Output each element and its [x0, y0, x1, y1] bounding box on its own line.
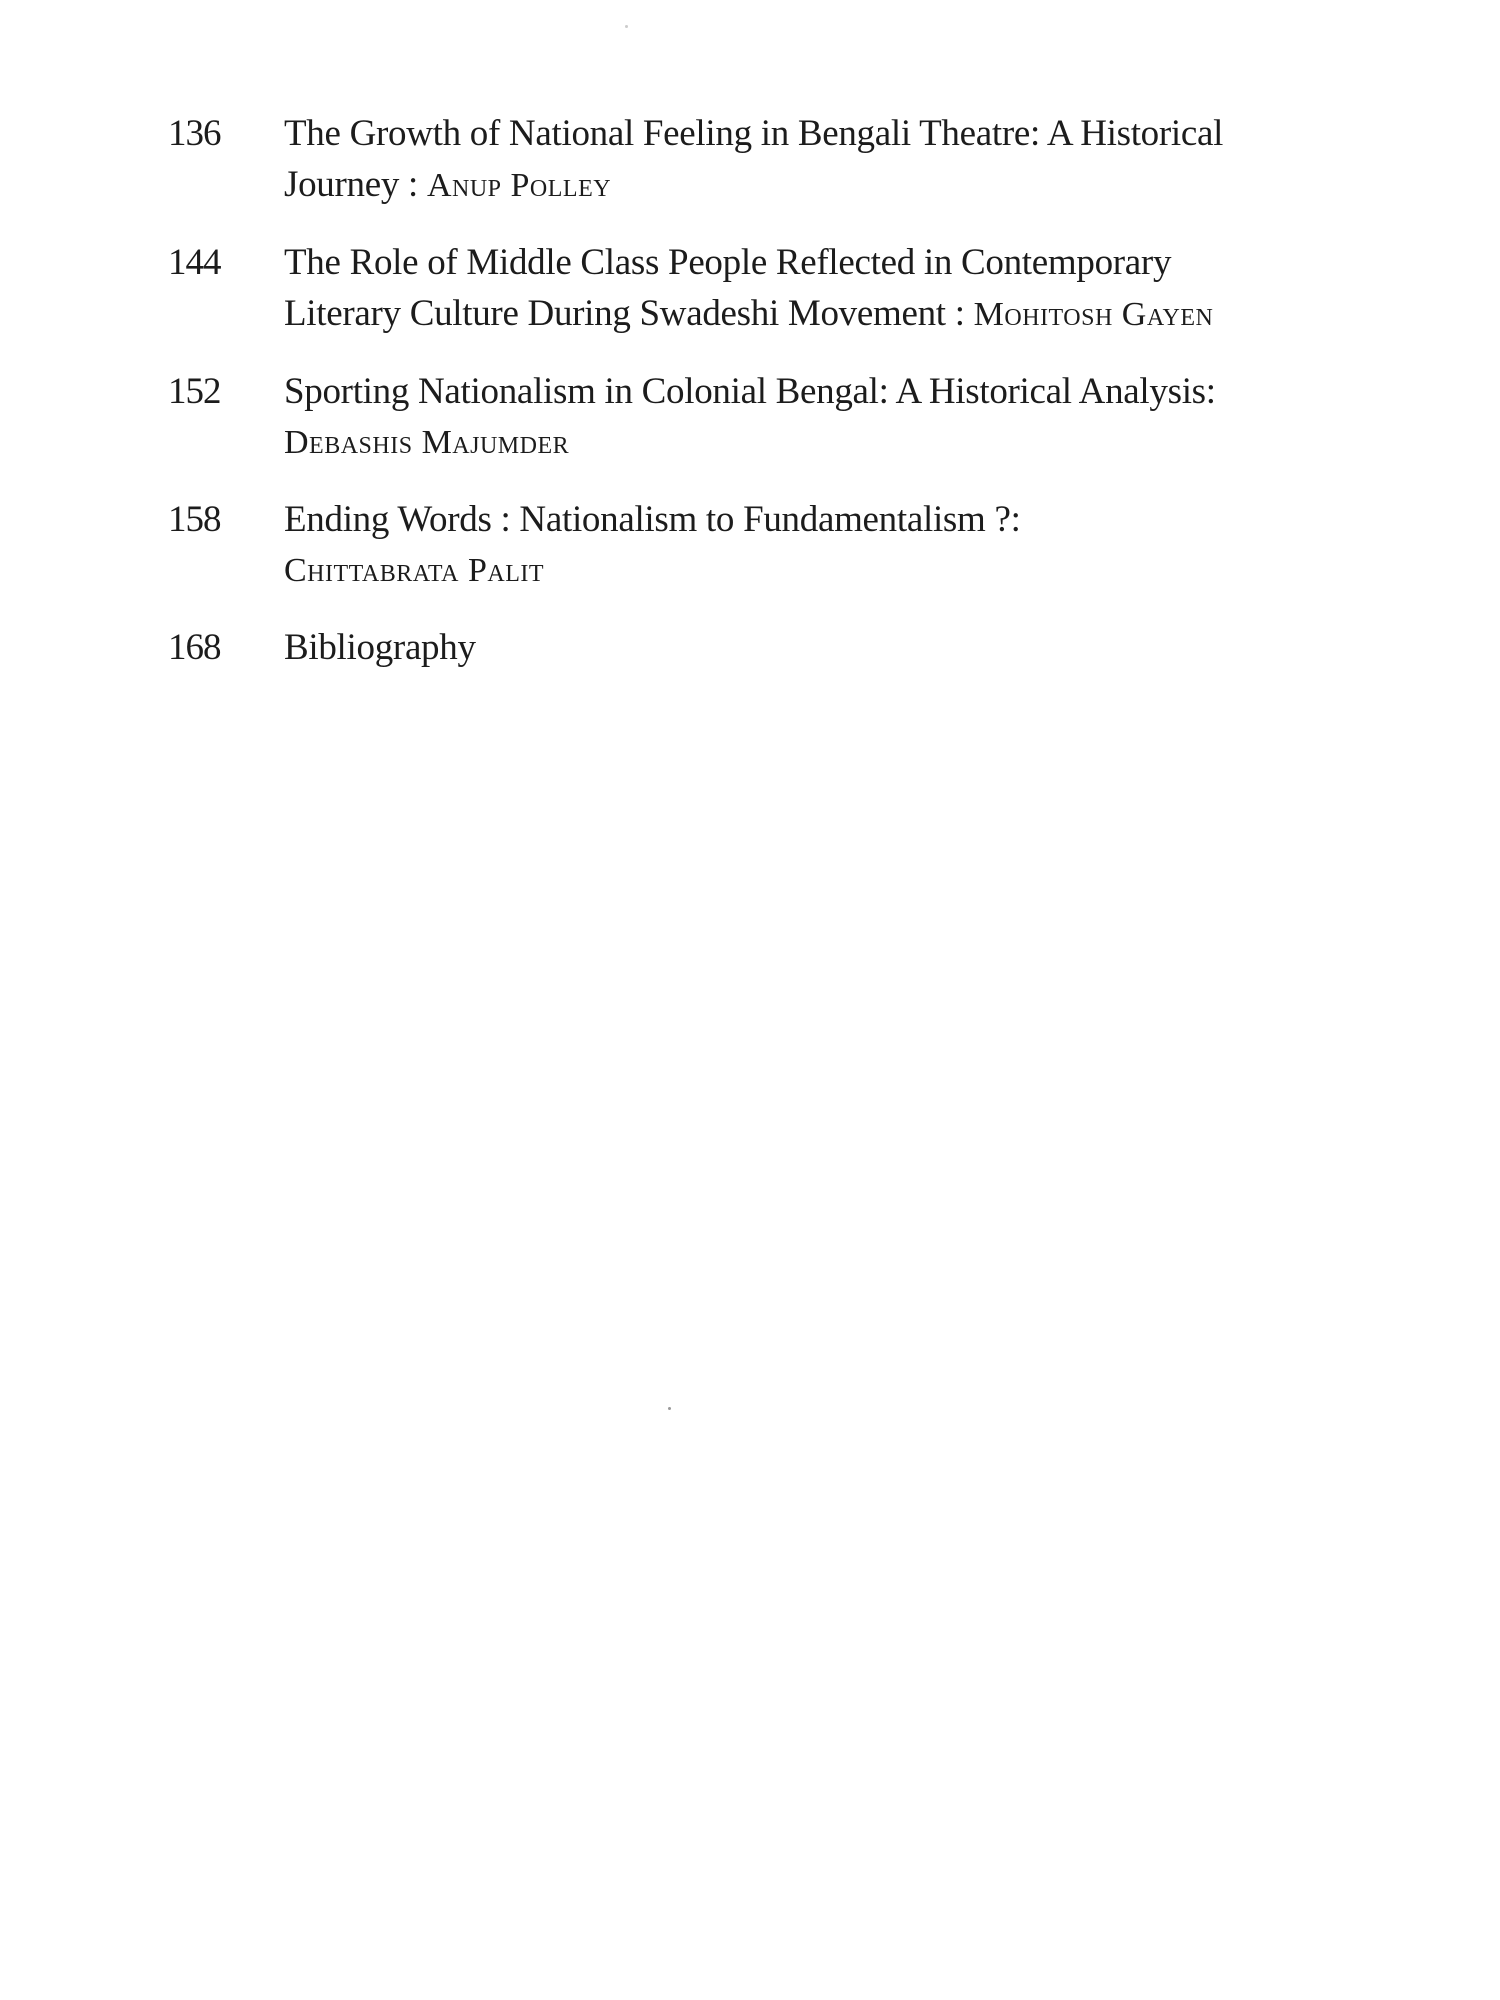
- entry-title-line: Ending Words : Nationalism to Fundamentalism ?:: [284, 499, 1021, 540]
- author-separator: :: [399, 164, 427, 205]
- entry-body: [284, 366, 1378, 468]
- scan-speck: [668, 1407, 671, 1410]
- scan-speck: [625, 25, 628, 28]
- toc-entry: [168, 366, 1378, 468]
- page-number: 158: [168, 499, 221, 540]
- entry-title-line: The Role of Middle Class People Reflected in Contemporary: [284, 242, 1172, 283]
- entry-author: Debashis Majumder: [284, 424, 570, 461]
- entry-title-line: The Growth of National Feeling in Bengali Theatre: A Historical: [284, 113, 1224, 154]
- toc-entry: [168, 494, 1378, 596]
- entry-body: [284, 622, 1378, 673]
- page-number: 168: [168, 627, 221, 668]
- toc-entry: [168, 622, 1378, 673]
- entry-title-line: Sporting Nationalism in Colonial Bengal: A Historical Analysis:: [284, 371, 1216, 412]
- entry-author: Chittabrata Palit: [284, 552, 545, 589]
- entry-author: Mohitosh Gayen: [973, 296, 1214, 333]
- page-number: 152: [168, 371, 221, 412]
- entry-body: [284, 108, 1378, 211]
- entry-title-line: Journey: [284, 164, 400, 205]
- page-number: 144: [168, 242, 221, 283]
- table-of-contents: [168, 108, 1378, 699]
- toc-entry: [168, 237, 1378, 340]
- entry-title-line: Bibliography: [284, 627, 476, 668]
- author-separator: :: [945, 293, 974, 334]
- entry-author: Anup Polley: [426, 167, 612, 204]
- entry-title-line: Literary Culture During Swadeshi Movement: [284, 293, 946, 334]
- page-number: 136: [168, 113, 221, 154]
- entry-body: [284, 494, 1378, 596]
- toc-entry: [168, 108, 1378, 211]
- entry-body: [284, 237, 1378, 340]
